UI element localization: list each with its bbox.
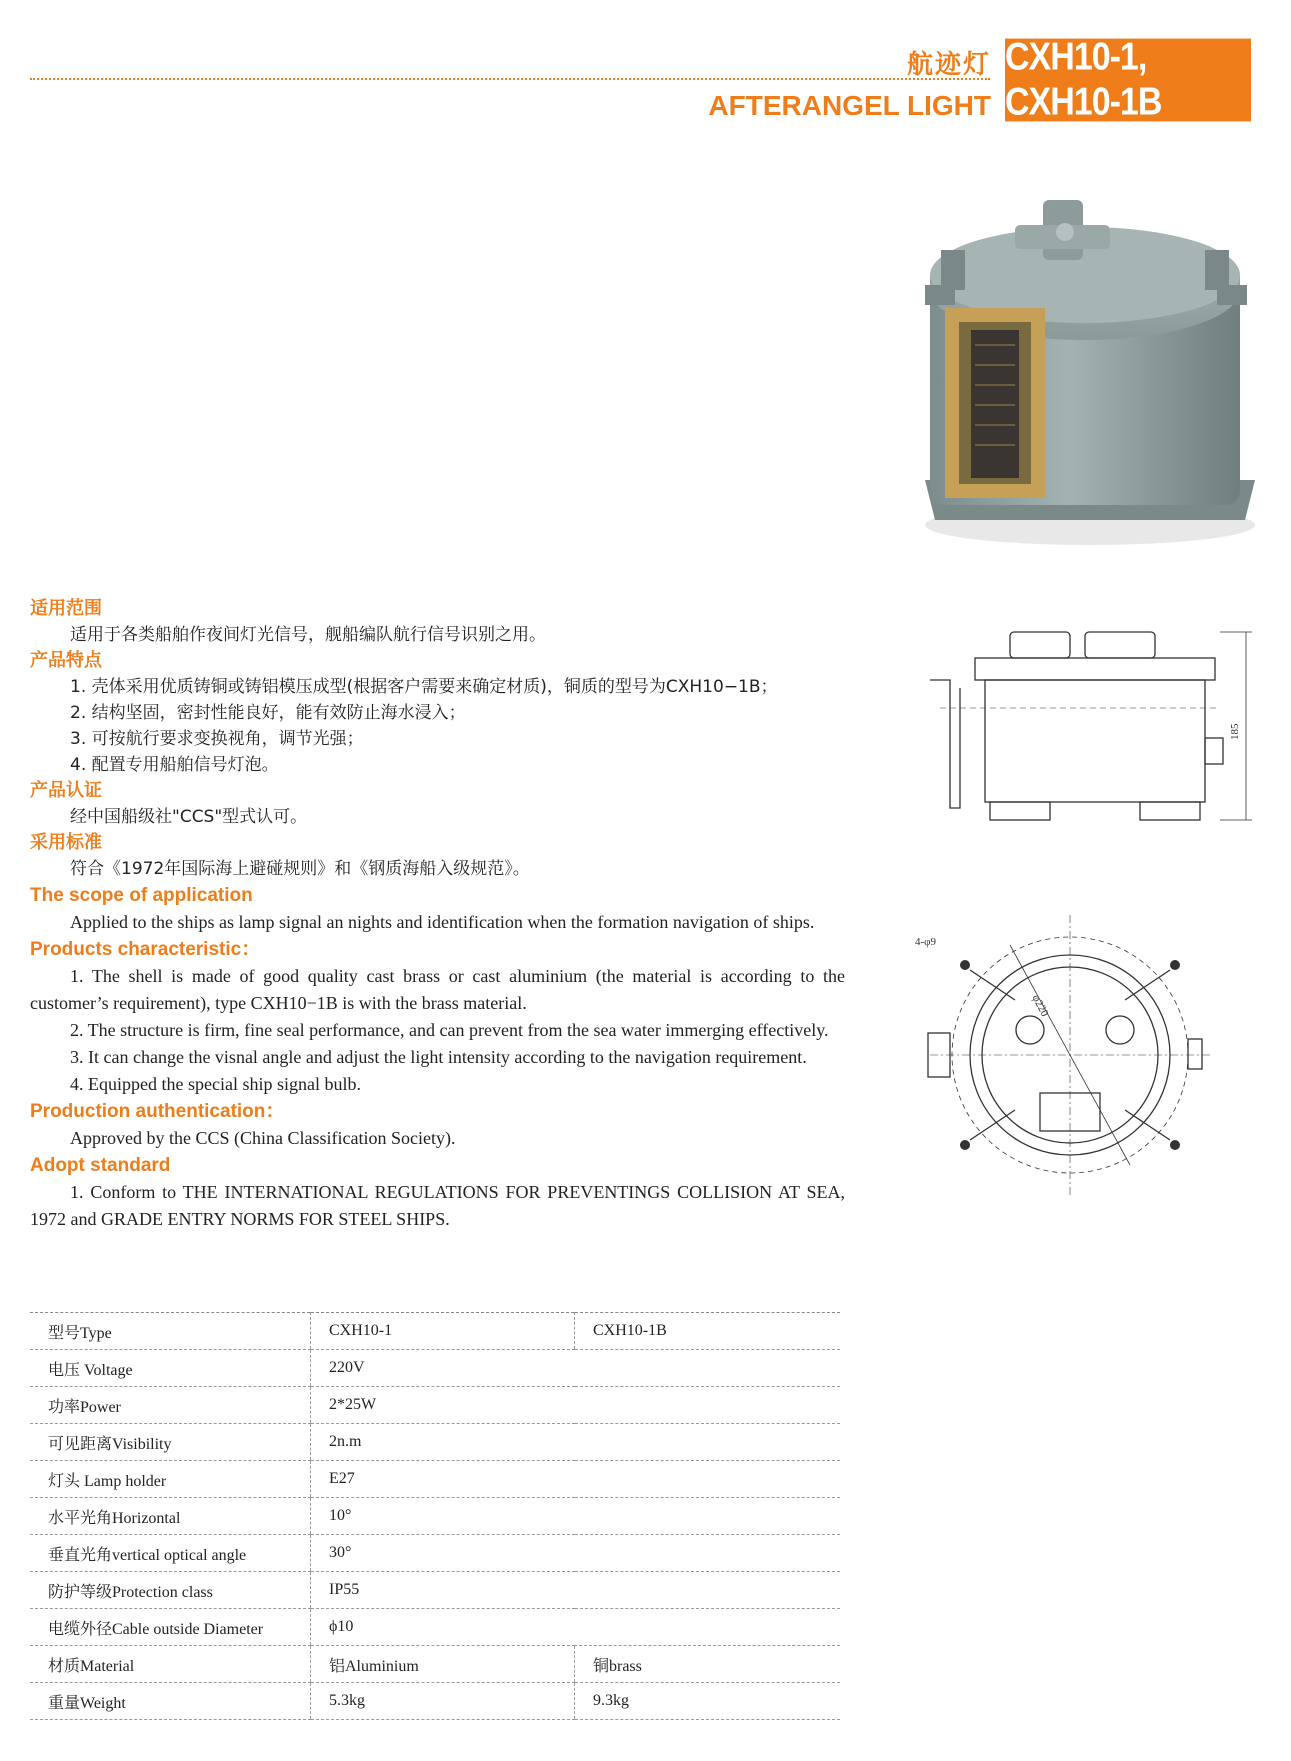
- hole-label: 4-φ9: [915, 936, 937, 948]
- spec-row: [30, 1572, 840, 1609]
- en-scope-title: The scope of application: [30, 885, 253, 906]
- cn-cert-title: 产品认证: [30, 780, 102, 801]
- en-feature-item: 2. The structure is firm, fine seal performance, and can prevent from the sea water immerging effectively.: [70, 1020, 829, 1040]
- spec-row: [30, 1313, 840, 1350]
- spec-label: 灯头 Lamp holder: [30, 1461, 311, 1498]
- spec-label: 水平光角Horizontal: [30, 1498, 311, 1535]
- spec-row: [30, 1424, 840, 1461]
- height-dimension: 185: [1229, 723, 1241, 740]
- spec-value: 2n.m: [311, 1424, 841, 1461]
- spec-table: [30, 1312, 840, 1720]
- cn-standard-title: 采用标准: [30, 832, 102, 853]
- spec-row: [30, 1683, 840, 1720]
- spec-label: 垂直光角vertical optical angle: [30, 1535, 311, 1572]
- spec-label: 可见距离Visibility: [30, 1424, 311, 1461]
- en-feature-item: 1. The shell is made of good quality cast brass or cast aluminium (the material is according to the customer’s requirement), type CXH10−1B is with the brass material.: [30, 966, 845, 1013]
- cn-feature-item: 3. 可按航行要求变换视角，调节光强；: [70, 729, 364, 749]
- en-feature-item: 4. Equipped the special ship signal bulb.: [70, 1074, 361, 1094]
- cn-cert-text: 经中国船级社"CCS"型式认可。: [70, 807, 308, 827]
- cn-scope-text: 适用于各类船舶作夜间灯光信号，舰船编队航行信号识别之用。: [70, 625, 546, 645]
- product-photo: [915, 180, 1255, 560]
- spec-value: 铝Aluminium: [311, 1646, 575, 1683]
- en-feature-item: 3. It can change the visnal angle and adjust the light intensity according to the navigation requirement.: [70, 1047, 807, 1067]
- cn-feature-item: 1. 壳体采用优质铸铜或铸铝模压成型(根据客户需要来确定材质)，铜质的型号为CXH10−1B；: [70, 677, 778, 697]
- cn-features-title: 产品特点: [30, 650, 102, 671]
- spec-value: 220V: [311, 1350, 841, 1387]
- spec-row: [30, 1498, 840, 1535]
- spec-value: 30°: [311, 1535, 841, 1572]
- spec-value: CXH10-1B: [575, 1313, 841, 1350]
- spec-row: [30, 1646, 840, 1683]
- description-block: [30, 596, 845, 1233]
- spec-label: 重量Weight: [30, 1683, 311, 1720]
- spec-label: 功率Power: [30, 1387, 311, 1424]
- top-view-drawing: [915, 905, 1220, 1205]
- spec-row: [30, 1609, 840, 1646]
- header-dotted-rule: [30, 78, 990, 80]
- spec-value: 5.3kg: [311, 1683, 575, 1720]
- spec-label: 电压 Voltage: [30, 1350, 311, 1387]
- cn-feature-item: 4. 配置专用船舶信号灯泡。: [70, 755, 279, 775]
- spec-row: [30, 1387, 840, 1424]
- title-english: AFTERANGEL LIGHT: [708, 90, 991, 121]
- spec-value: CXH10-1: [311, 1313, 575, 1350]
- cn-scope-title: 适用范围: [30, 598, 102, 619]
- spec-value: ϕ10: [311, 1609, 841, 1646]
- title-chinese: 航迹灯: [906, 50, 991, 80]
- en-features-title: Products characteristic：: [30, 939, 261, 960]
- spec-value: E27: [311, 1461, 841, 1498]
- spec-value: 10°: [311, 1498, 841, 1535]
- spec-label: 材质Material: [30, 1646, 311, 1683]
- spec-row: [30, 1350, 840, 1387]
- en-cert-title: Production authentication：: [30, 1101, 285, 1122]
- cn-feature-item: 2. 结构坚固，密封性能良好，能有效防止海水浸入；: [70, 703, 466, 723]
- spec-table-body: [30, 1313, 840, 1720]
- cn-standard-text: 符合《1972年国际海上避碰规则》和《钢质海船入级规范》。: [70, 859, 530, 879]
- spec-row: [30, 1461, 840, 1498]
- en-standard-title: Adopt standard: [30, 1155, 171, 1176]
- en-standard-text: 1. Conform to THE INTERNATIONAL REGULATIONS FOR PREVENTINGS COLLISION AT SEA, 1972 and GRADE ENTRY NORMS FOR STEEL SHIPS.: [30, 1182, 845, 1229]
- model-badge: CXH10-1, CXH10-1B: [1005, 39, 1251, 122]
- spec-value: 9.3kg: [575, 1683, 841, 1720]
- spec-label: 电缆外径Cable outside Diameter: [30, 1609, 311, 1646]
- spec-value: IP55: [311, 1572, 841, 1609]
- side-view-drawing: [920, 628, 1260, 868]
- spec-value: 铜brass: [575, 1646, 841, 1683]
- diameter-label: φ220: [1029, 992, 1051, 1019]
- spec-label: 型号Type: [30, 1313, 311, 1350]
- spec-value: 2*25W: [311, 1387, 841, 1424]
- spec-row: [30, 1535, 840, 1572]
- en-scope-text: Applied to the ships as lamp signal an nights and identification when the formation navigation of ships.: [70, 912, 815, 932]
- spec-label: 防护等级Protection class: [30, 1572, 311, 1609]
- en-cert-text: Approved by the CCS (China Classification Society).: [70, 1128, 456, 1148]
